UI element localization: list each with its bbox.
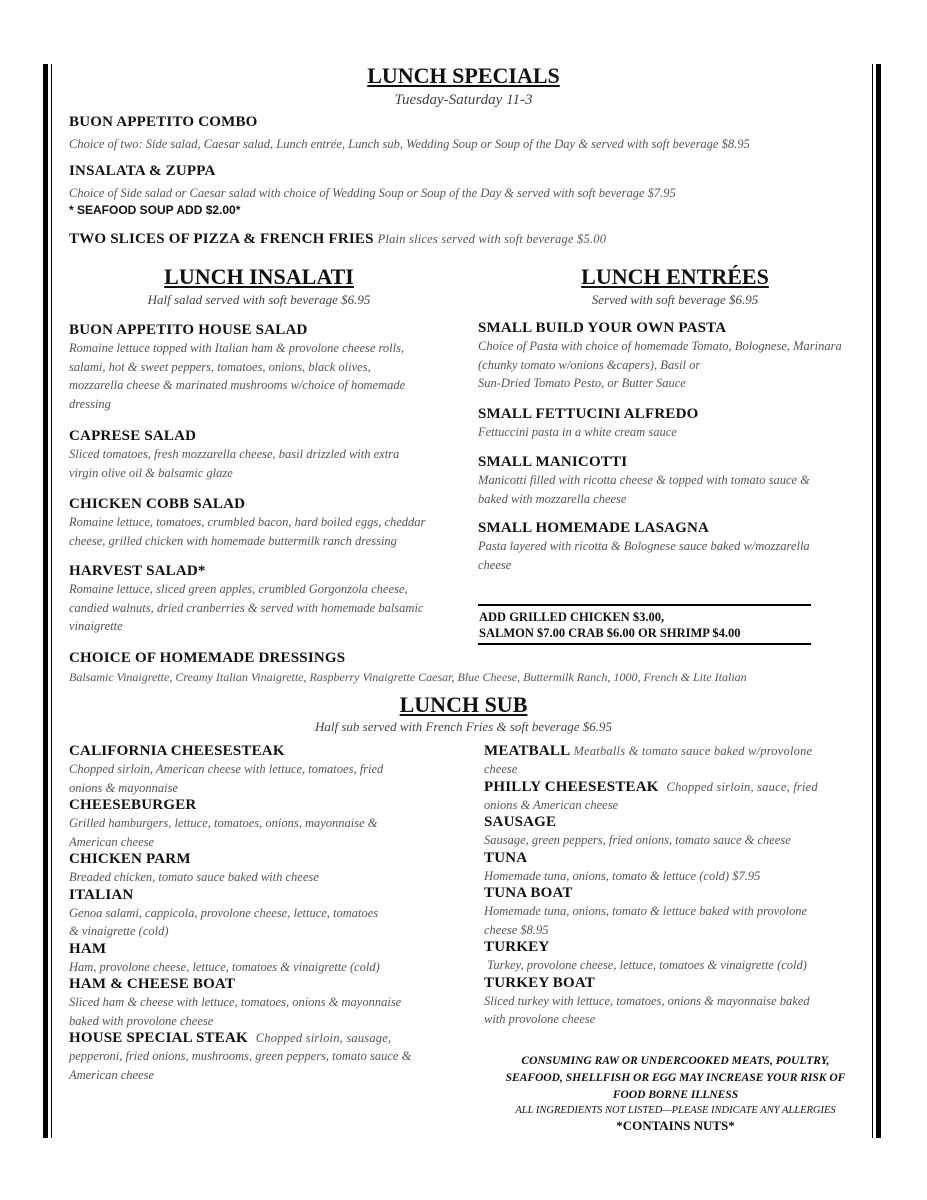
item-desc: Ham, provolone cheese, lettuce, tomatoes & vinaigrette (cold): [69, 959, 380, 974]
item-desc: Fettuccini pasta in a white cream sauce: [478, 425, 677, 439]
item-desc: Chopped sirloin, sausage,: [255, 1031, 392, 1045]
item-desc: Pasta layered with ricotta & Bolognese sauce baked w/mozzarella: [478, 539, 810, 553]
item-name-text: PHILLY CHEESESTEAK: [484, 778, 659, 795]
addons-rule-bottom: [478, 643, 811, 645]
item-desc: cheese $8.95: [484, 922, 549, 937]
item-desc: & vinaigrette (cold): [69, 924, 169, 938]
item-name: SMALL HOMEMADE LASAGNA: [478, 520, 710, 536]
item-desc: Romaine lettuce, sliced green apples, crumbled Gorgonzola cheese,: [69, 582, 408, 596]
item-name: HAM: [69, 940, 107, 957]
entrees-heading: LUNCH ENTRÉES: [581, 264, 769, 289]
seafood-note: * SEAFOOD SOUP ADD $2.00*: [69, 203, 241, 217]
special-name: TWO SLICES OF PIZZA & FRENCH FRIES: [69, 231, 374, 247]
item-desc: American cheese: [69, 834, 155, 849]
item-desc: Meatballs & tomato sauce baked w/provolone: [573, 744, 813, 758]
item-name-text: HOUSE SPECIAL STEAK: [69, 1030, 248, 1046]
item-desc: Chopped sirloin, American cheese with lettuce, tomatoes, fried: [69, 762, 384, 776]
item-desc: Sliced turkey with lettuce, tomatoes, onions & mayonnaise baked: [484, 993, 810, 1008]
item-name: SMALL MANICOTTI: [478, 454, 628, 470]
dressings-title: CHOICE OF HOMEMADE DRESSINGS: [69, 650, 346, 666]
dressings-list: Balsamic Vinaigrette, Creamy Italian Vinaigrette, Raspberry Vinaigrette Caesar, Blue Cheese, Buttermilk Ranch, 1000, French & Lite Italian: [69, 670, 747, 684]
item-desc: dressing: [69, 396, 111, 411]
item-desc: with provolone cheese: [484, 1012, 596, 1026]
item-name: CHICKEN COBB SALAD: [69, 496, 246, 512]
item-desc: Manicotti filled with ricotta cheese & topped with tomato sauce &: [478, 473, 810, 487]
entree-item-0: [478, 320, 873, 393]
item-name: [69, 1030, 469, 1047]
item-desc: candied walnuts, dried cranberries & served with homemade balsamic: [69, 600, 424, 615]
insalati-item-0: [69, 322, 464, 413]
right-border: [872, 64, 882, 1138]
item-desc: Romaine lettuce, tomatoes, crumbled bacon, hard boiled eggs, cheddar: [69, 515, 426, 529]
item-desc: Homemade tuna, onions, tomato & lettuce baked with provolone: [484, 904, 808, 918]
addons-line: ADD GRILLED CHICKEN $3.00,: [479, 610, 665, 624]
item-desc: cheese: [478, 557, 512, 572]
warning-line: CONSUMING RAW OR UNDERCOOKED MEATS, POULTRY,: [521, 1055, 830, 1067]
item-desc: onions & mayonnaise: [69, 780, 179, 795]
item-desc: onions & American cheese: [484, 797, 619, 812]
page-title: LUNCH SPECIALS: [367, 63, 560, 88]
item-name: CAPRESE SALAD: [69, 428, 197, 444]
item-desc: Sliced ham & cheese with lettuce, tomatoes, onions & mayonnaise: [69, 995, 402, 1009]
insalati-item-1: [69, 428, 464, 482]
item-name: TURKEY BOAT: [484, 974, 595, 991]
item-desc: Choice of Pasta with choice of homemade Tomato, Bolognese, Marinara: [478, 339, 842, 353]
item-name: ITALIAN: [69, 886, 134, 903]
item-desc: virgin olive oil & balsamic glaze: [69, 465, 233, 480]
item-name: SAUSAGE: [484, 814, 557, 830]
entree-item-1: [478, 406, 873, 442]
allergy-note: ALL INGREDIENTS NOT LISTED—PLEASE INDICATE ANY ALLERGIES: [515, 1105, 836, 1116]
item-name: TUNA: [484, 849, 528, 866]
item-name: TUNA BOAT: [484, 885, 573, 901]
item-desc: Genoa salami, cappicola, provolone cheese, lettuce, tomatoes: [69, 905, 379, 920]
item-desc: vinaigrette: [69, 619, 123, 633]
entree-item-2: [478, 454, 873, 508]
item-desc: (chunky tomato w/onions &capers), Basil or: [478, 357, 701, 372]
item-desc: Chopped sirloin, sauce, fried: [666, 779, 818, 794]
sub-heading: LUNCH SUB: [399, 692, 528, 717]
addons-line: SALMON $7.00 CRAB $6.00 OR SHRIMP $4.00: [479, 626, 741, 640]
item-desc: American cheese: [69, 1067, 155, 1082]
insalati-item-3: [69, 563, 464, 636]
special-title: [69, 231, 606, 248]
entree-item-3: [478, 520, 873, 574]
special-desc: Plain slices served with soft beverage $5.00: [377, 232, 607, 246]
item-desc: Sliced tomatoes, fresh mozzarella cheese, basil drizzled with extra: [69, 447, 400, 461]
item-desc: cheese: [484, 762, 518, 776]
item-name: CALIFORNIA CHEESESTEAK: [69, 743, 285, 759]
item-name: [484, 743, 869, 760]
item-desc: baked with provolone cheese: [69, 1013, 214, 1028]
special-title: INSALATA & ZUPPA: [69, 163, 216, 179]
special-desc: Choice of Side salad or Caesar salad with choice of Wedding Soup or Soup of the Day & served with soft beverage $7.95: [69, 186, 676, 200]
item-desc: Romaine lettuce topped with Italian ham & provolone cheese rolls,: [69, 341, 405, 355]
sub-left-column: [69, 743, 469, 1084]
item-desc: Homemade tuna, onions, tomato & lettuce (cold) $7.95: [484, 868, 761, 883]
item-name: HARVEST SALAD*: [69, 563, 206, 579]
item-name: CHEESEBURGER: [69, 797, 197, 813]
insalati-heading: LUNCH INSALATI: [164, 264, 354, 289]
item-desc: Grilled hamburgers, lettuce, tomatoes, onions, mayonnaise &: [69, 816, 378, 830]
sub-subheading: Half sub served with French Fries & soft beverage $6.95: [314, 719, 613, 734]
item-desc: salami, hot & sweet peppers, tomatoes, onions, black olives,: [69, 359, 371, 374]
item-desc: baked with mozzarella cheese: [478, 491, 627, 506]
warning-line: FOOD BORNE ILLNESS: [612, 1089, 739, 1101]
item-name: SMALL BUILD YOUR OWN PASTA: [478, 320, 727, 336]
item-name: CHICKEN PARM: [69, 851, 191, 867]
warning-line: SEAFOOD, SHELLFISH OR EGG MAY INCREASE YOUR RISK OF: [505, 1072, 846, 1084]
item-name: SMALL FETTUCINI ALFREDO: [478, 406, 699, 422]
item-desc: Breaded chicken, tomato sauce baked with cheese: [69, 870, 319, 884]
item-desc: pepperoni, fried onions, mushrooms, green peppers, tomato sauce &: [69, 1049, 412, 1063]
insalati-subheading: Half salad served with soft beverage $6.95: [147, 292, 371, 307]
item-name: TURKEY: [484, 939, 550, 955]
item-desc: Sun-Dried Tomato Pesto, or Butter Sauce: [478, 376, 686, 390]
food-safety-notice: [488, 1053, 863, 1133]
item-desc: Turkey, provolone cheese, lettuce, tomatoes & vinaigrette (cold): [484, 958, 807, 972]
item-name: BUON APPETITO HOUSE SALAD: [69, 322, 308, 338]
item-name: [484, 779, 869, 796]
insalati-item-2: [69, 496, 464, 550]
item-desc: Sausage, green peppers, fried onions, tomato sauce & cheese: [484, 833, 791, 847]
nuts-note: *CONTAINS NUTS*: [616, 1118, 735, 1133]
sub-right-column: [484, 743, 869, 1029]
item-desc: cheese, grilled chicken with homemade buttermilk ranch dressing: [69, 533, 397, 548]
special-desc: Choice of two: Side salad, Caesar salad, Lunch entrée, Lunch sub, Wedding Soup or Soup of the Day & served with soft beverage $8.95: [69, 137, 750, 151]
item-name: HAM & CHEESE BOAT: [69, 976, 236, 992]
entrees-subheading: Served with soft beverage $6.95: [591, 292, 759, 307]
item-desc: mozzarella cheese & marinated mushrooms w/choice of homemade: [69, 378, 406, 392]
hours: Tuesday-Saturday 11-3: [394, 92, 533, 108]
item-name-text: MEATBALL: [484, 743, 570, 759]
addons-rule-top: [478, 604, 811, 606]
left-border: [43, 64, 53, 1138]
special-title: BUON APPETITO COMBO: [69, 114, 258, 130]
